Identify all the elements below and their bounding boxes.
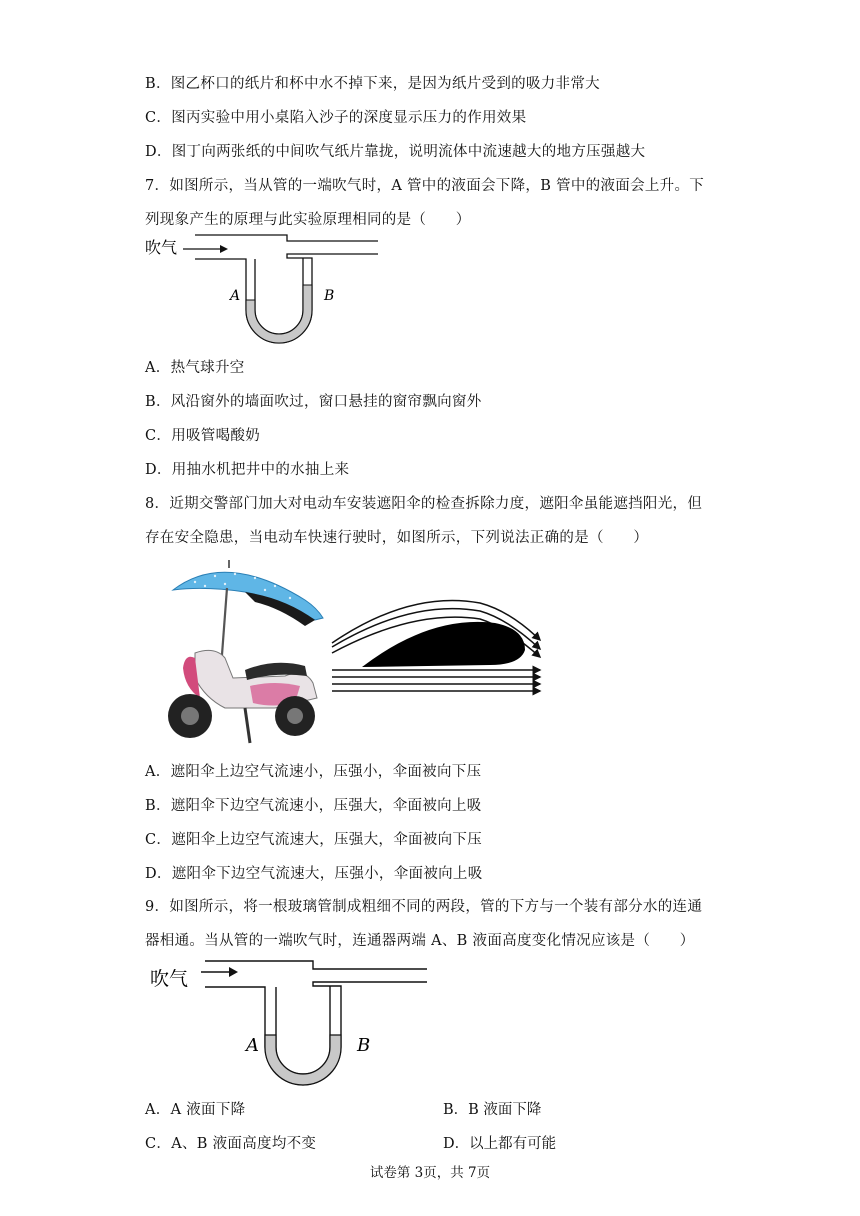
q7-u-tube-figure bbox=[140, 228, 390, 348]
q9-option-a: A．A 液面下降 bbox=[145, 1102, 246, 1118]
q8-option-b: B．遮阳伞下边空气流速小，压强大，伞面被向上吸 bbox=[145, 798, 482, 814]
q9-stem-line1: 9．如图所示，将一根玻璃管制成粗细不同的两段，管的下方与一个装有部分水的连通 bbox=[145, 899, 703, 915]
q9-stem-line2: 器相通。当从管的一端吹气时，连通器两端 A、B 液面高度变化情况应该是（ ） bbox=[145, 933, 695, 949]
q9-u-tube-figure bbox=[145, 955, 445, 1090]
q7-option-d: D．用抽水机把井中的水抽上来 bbox=[145, 462, 350, 478]
page-footer: 试卷第 3页，共 7页 bbox=[369, 1165, 491, 1181]
q7-stem-line1: 7．如图所示，当从管的一端吹气时，A 管中的液面会下降，B 管中的液面会上升。下 bbox=[145, 178, 705, 194]
q6-option-c: C．图丙实验中用小桌陷入沙子的深度显示压力的作用效果 bbox=[145, 110, 527, 126]
q6-option-b: B．图乙杯口的纸片和杯中水不掉下来，是因为纸片受到的吸力非常大 bbox=[145, 76, 600, 92]
q9-liquid bbox=[265, 1035, 341, 1085]
q7-option-a: A．热气球升空 bbox=[145, 360, 245, 376]
q8-stem-line2: 存在安全隐患，当电动车快速行驶时，如图所示，下列说法正确的是（ ） bbox=[145, 530, 649, 546]
q8-option-d: D．遮阳伞下边空气流速大，压强小，伞面被向上吸 bbox=[145, 866, 483, 882]
q7-arrow-icon bbox=[183, 245, 228, 253]
q7-option-b: B．风沿窗外的墙面吹过，窗口悬挂的窗帘飘向窗外 bbox=[145, 394, 482, 410]
q8-scooter-umbrella-image bbox=[155, 558, 325, 748]
q7-label-a: A bbox=[230, 288, 241, 304]
q9-label-a: A bbox=[246, 1035, 259, 1056]
q9-label-b: B bbox=[357, 1035, 371, 1056]
q9-option-d: D．以上都有可能 bbox=[443, 1136, 557, 1152]
q7-stem-line2: 列现象产生的原理与此实验原理相同的是（ ） bbox=[145, 212, 471, 228]
q9-tube-outline bbox=[205, 961, 427, 1085]
q8-airflow-diagram bbox=[330, 595, 550, 695]
q9-blow-label: 吹气 bbox=[150, 968, 189, 990]
q7-option-c: C．用吸管喝酸奶 bbox=[145, 428, 260, 444]
q8-option-a: A．遮阳伞上边空气流速小，压强小，伞面被向下压 bbox=[145, 764, 482, 780]
q9-option-c: C．A、B 液面高度均不变 bbox=[145, 1136, 317, 1152]
q9-option-b: B．B 液面下降 bbox=[443, 1102, 542, 1118]
q6-option-d: D．图丁向两张纸的中间吹气纸片靠拢，说明流体中流速越大的地方压强越大 bbox=[145, 144, 646, 160]
q7-label-b: B bbox=[324, 288, 335, 304]
q8-stem-line1: 8．近期交警部门加大对电动车安装遮阳伞的检查拆除力度，遮阳伞虽能遮挡阳光，但 bbox=[145, 496, 703, 512]
q8-option-c: C．遮阳伞上边空气流速大，压强大，伞面被向下压 bbox=[145, 832, 482, 848]
q7-blow-label: 吹气 bbox=[145, 238, 178, 257]
q9-arrow-icon bbox=[201, 967, 238, 977]
